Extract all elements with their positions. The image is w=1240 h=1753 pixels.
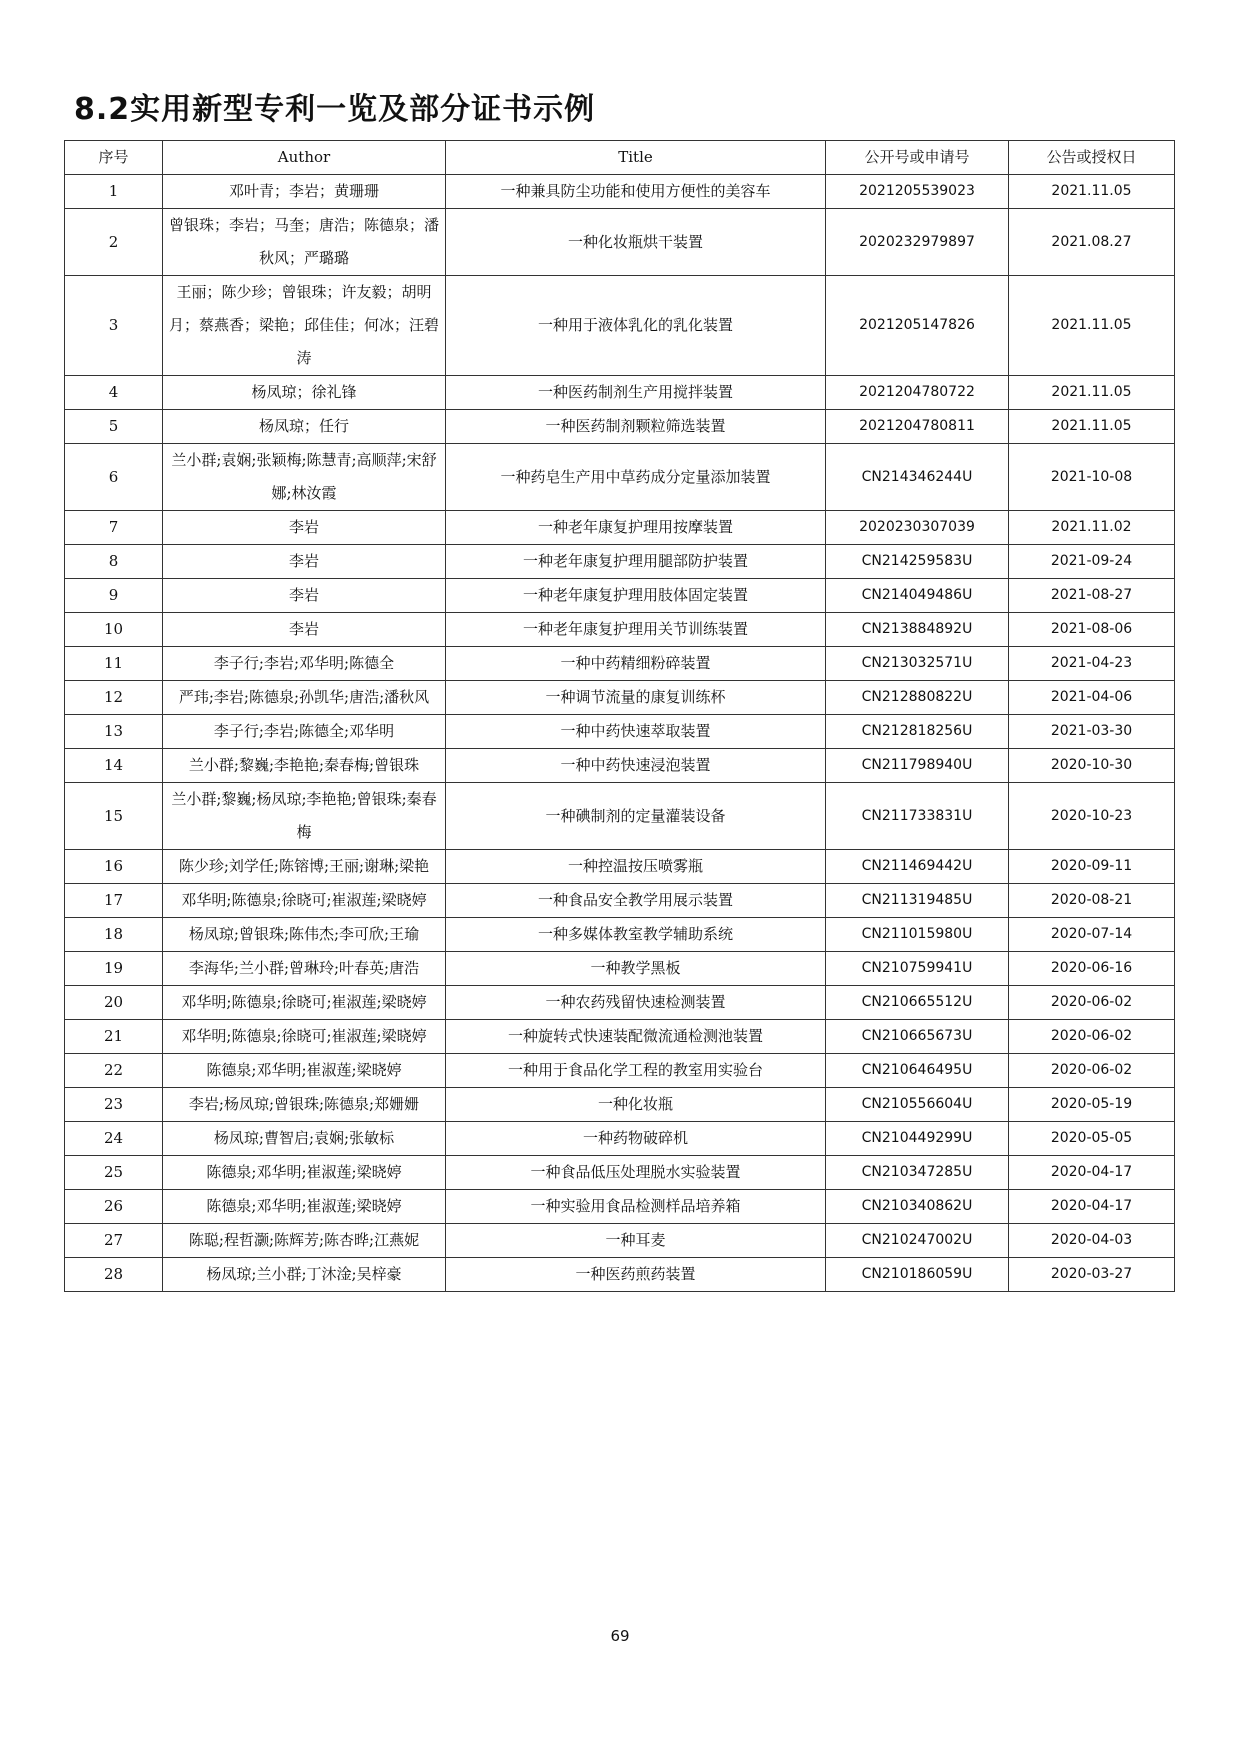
cell-number: 2021205147826 xyxy=(826,276,1009,376)
cell-number: CN212880822U xyxy=(826,681,1009,715)
cell-date: 2021-09-24 xyxy=(1009,545,1175,579)
cell-no: 6 xyxy=(65,444,163,511)
cell-no: 18 xyxy=(65,918,163,952)
cell-author: 兰小群;黎巍;杨凤琼;李艳艳;曾银珠;秦春梅 xyxy=(163,783,446,850)
cell-date: 2020-05-19 xyxy=(1009,1088,1175,1122)
table-body xyxy=(65,175,1175,1292)
cell-number: 2020232979897 xyxy=(826,209,1009,276)
cell-no: 23 xyxy=(65,1088,163,1122)
cell-title: 一种耳麦 xyxy=(446,1224,826,1258)
cell-number: 2020230307039 xyxy=(826,511,1009,545)
cell-date: 2021-08-06 xyxy=(1009,613,1175,647)
cell-no: 24 xyxy=(65,1122,163,1156)
cell-date: 2021-10-08 xyxy=(1009,444,1175,511)
cell-date: 2020-06-02 xyxy=(1009,986,1175,1020)
cell-author: 邓华明;陈德泉;徐晓可;崔淑莲;梁晓婷 xyxy=(163,1020,446,1054)
cell-title: 一种用于液体乳化的乳化装置 xyxy=(446,276,826,376)
cell-number: CN210340862U xyxy=(826,1190,1009,1224)
table-row xyxy=(65,209,1175,276)
cell-number: 2021204780722 xyxy=(826,376,1009,410)
cell-date: 2021.11.02 xyxy=(1009,511,1175,545)
cell-number: CN211798940U xyxy=(826,749,1009,783)
cell-author: 兰小群;袁娴;张颖梅;陈慧青;高顺萍;宋舒娜;林汝霞 xyxy=(163,444,446,511)
cell-author: 李岩 xyxy=(163,511,446,545)
cell-author: 李岩 xyxy=(163,613,446,647)
table-row xyxy=(65,647,1175,681)
cell-no: 10 xyxy=(65,613,163,647)
cell-no: 12 xyxy=(65,681,163,715)
cell-date: 2021-08-27 xyxy=(1009,579,1175,613)
table-row xyxy=(65,1156,1175,1190)
cell-title: 一种药皂生产用中草药成分定量添加装置 xyxy=(446,444,826,511)
table-row xyxy=(65,444,1175,511)
cell-date: 2021-04-06 xyxy=(1009,681,1175,715)
cell-number: 2021205539023 xyxy=(826,175,1009,209)
cell-date: 2021.11.05 xyxy=(1009,175,1175,209)
cell-number: CN211733831U xyxy=(826,783,1009,850)
cell-author: 陈德泉;邓华明;崔淑莲;梁晓婷 xyxy=(163,1054,446,1088)
cell-author: 李海华;兰小群;曾琳玲;叶春英;唐浩 xyxy=(163,952,446,986)
cell-title: 一种多媒体教室教学辅助系统 xyxy=(446,918,826,952)
table-row xyxy=(65,545,1175,579)
header-author: Author xyxy=(163,141,446,175)
table-row xyxy=(65,952,1175,986)
table-row xyxy=(65,1088,1175,1122)
table-row xyxy=(65,276,1175,376)
cell-no: 22 xyxy=(65,1054,163,1088)
cell-number: CN210556604U xyxy=(826,1088,1009,1122)
cell-author: 李岩;杨凤琼;曾银珠;陈德泉;郑姗姗 xyxy=(163,1088,446,1122)
cell-number: 2021204780811 xyxy=(826,410,1009,444)
cell-title: 一种化妆瓶烘干装置 xyxy=(446,209,826,276)
cell-title: 一种兼具防尘功能和使用方便性的美容车 xyxy=(446,175,826,209)
cell-number: CN213032571U xyxy=(826,647,1009,681)
header-no: 序号 xyxy=(65,141,163,175)
cell-author: 杨凤琼;曹智启;袁娴;张敏标 xyxy=(163,1122,446,1156)
cell-no: 2 xyxy=(65,209,163,276)
table-row xyxy=(65,1190,1175,1224)
cell-date: 2020-10-23 xyxy=(1009,783,1175,850)
cell-title: 一种医药煎药装置 xyxy=(446,1258,826,1292)
cell-number: CN212818256U xyxy=(826,715,1009,749)
cell-number: CN210186059U xyxy=(826,1258,1009,1292)
cell-title: 一种老年康复护理用肢体固定装置 xyxy=(446,579,826,613)
table-row xyxy=(65,613,1175,647)
cell-title: 一种老年康复护理用腿部防护装置 xyxy=(446,545,826,579)
header-number: 公开号或申请号 xyxy=(826,141,1009,175)
cell-author: 陈德泉;邓华明;崔淑莲;梁晓婷 xyxy=(163,1156,446,1190)
cell-author: 杨凤琼;兰小群;丁沐淦;吴梓豪 xyxy=(163,1258,446,1292)
cell-number: CN210665512U xyxy=(826,986,1009,1020)
cell-author: 王丽；陈少珍；曾银珠；许友毅；胡明月；蔡燕香；梁艳；邱佳佳；何冰；汪碧涛 xyxy=(163,276,446,376)
cell-no: 3 xyxy=(65,276,163,376)
cell-no: 8 xyxy=(65,545,163,579)
cell-title: 一种食品低压处理脱水实验装置 xyxy=(446,1156,826,1190)
cell-date: 2020-10-30 xyxy=(1009,749,1175,783)
cell-number: CN210646495U xyxy=(826,1054,1009,1088)
cell-date: 2020-04-03 xyxy=(1009,1224,1175,1258)
page-number: 69 xyxy=(610,1627,630,1645)
header-date: 公告或授权日 xyxy=(1009,141,1175,175)
cell-date: 2020-07-14 xyxy=(1009,918,1175,952)
cell-number: CN213884892U xyxy=(826,613,1009,647)
cell-author: 陈聪;程哲灏;陈辉芳;陈杏晔;江燕妮 xyxy=(163,1224,446,1258)
cell-no: 28 xyxy=(65,1258,163,1292)
cell-author: 杨凤琼；任行 xyxy=(163,410,446,444)
cell-author: 李岩 xyxy=(163,545,446,579)
cell-no: 17 xyxy=(65,884,163,918)
cell-date: 2021.11.05 xyxy=(1009,276,1175,376)
cell-no: 9 xyxy=(65,579,163,613)
table-row xyxy=(65,918,1175,952)
cell-author: 李子行;李岩;陈德全;邓华明 xyxy=(163,715,446,749)
cell-author: 李岩 xyxy=(163,579,446,613)
cell-title: 一种医药制剂颗粒筛选装置 xyxy=(446,410,826,444)
cell-author: 邓华明;陈德泉;徐晓可;崔淑莲;梁晓婷 xyxy=(163,986,446,1020)
cell-title: 一种中药快速萃取装置 xyxy=(446,715,826,749)
cell-title: 一种控温按压喷雾瓶 xyxy=(446,850,826,884)
cell-date: 2020-03-27 xyxy=(1009,1258,1175,1292)
header-title: Title xyxy=(446,141,826,175)
cell-no: 20 xyxy=(65,986,163,1020)
cell-date: 2020-06-02 xyxy=(1009,1054,1175,1088)
cell-no: 21 xyxy=(65,1020,163,1054)
cell-author: 曾银珠；李岩；马奎；唐浩；陈德泉；潘秋风；严璐璐 xyxy=(163,209,446,276)
cell-date: 2021-03-30 xyxy=(1009,715,1175,749)
cell-date: 2021-04-23 xyxy=(1009,647,1175,681)
cell-date: 2020-09-11 xyxy=(1009,850,1175,884)
cell-title: 一种碘制剂的定量灌装设备 xyxy=(446,783,826,850)
cell-no: 4 xyxy=(65,376,163,410)
cell-title: 一种食品安全教学用展示装置 xyxy=(446,884,826,918)
table-row xyxy=(65,1258,1175,1292)
table-row xyxy=(65,1224,1175,1258)
cell-author: 兰小群;黎巍;李艳艳;秦春梅;曾银珠 xyxy=(163,749,446,783)
cell-title: 一种农药残留快速检测装置 xyxy=(446,986,826,1020)
cell-date: 2020-05-05 xyxy=(1009,1122,1175,1156)
table-row xyxy=(65,681,1175,715)
cell-no: 1 xyxy=(65,175,163,209)
table-row xyxy=(65,783,1175,850)
cell-title: 一种中药精细粉碎装置 xyxy=(446,647,826,681)
cell-no: 19 xyxy=(65,952,163,986)
cell-date: 2020-04-17 xyxy=(1009,1156,1175,1190)
cell-title: 一种旋转式快速装配微流通检测池装置 xyxy=(446,1020,826,1054)
cell-number: CN211319485U xyxy=(826,884,1009,918)
cell-author: 邓华明;陈德泉;徐晓可;崔淑莲;梁晓婷 xyxy=(163,884,446,918)
table-header-row xyxy=(65,141,1175,175)
cell-number: CN214346244U xyxy=(826,444,1009,511)
cell-no: 26 xyxy=(65,1190,163,1224)
page-title: 8.2实用新型专利一览及部分证书示例 xyxy=(74,92,596,127)
cell-author: 陈德泉;邓华明;崔淑莲;梁晓婷 xyxy=(163,1190,446,1224)
table-row xyxy=(65,1122,1175,1156)
table-row xyxy=(65,884,1175,918)
cell-date: 2020-04-17 xyxy=(1009,1190,1175,1224)
cell-number: CN210665673U xyxy=(826,1020,1009,1054)
patent-table xyxy=(64,140,1175,1292)
cell-no: 15 xyxy=(65,783,163,850)
cell-no: 16 xyxy=(65,850,163,884)
cell-title: 一种用于食品化学工程的教室用实验台 xyxy=(446,1054,826,1088)
table-row xyxy=(65,511,1175,545)
cell-number: CN210347285U xyxy=(826,1156,1009,1190)
cell-author: 杨凤琼;曾银珠;陈伟杰;李可欣;王瑜 xyxy=(163,918,446,952)
cell-no: 14 xyxy=(65,749,163,783)
cell-number: CN211469442U xyxy=(826,850,1009,884)
cell-title: 一种中药快速浸泡装置 xyxy=(446,749,826,783)
cell-title: 一种药物破碎机 xyxy=(446,1122,826,1156)
cell-date: 2021.11.05 xyxy=(1009,410,1175,444)
table-row xyxy=(65,850,1175,884)
table-row xyxy=(65,1020,1175,1054)
cell-title: 一种教学黑板 xyxy=(446,952,826,986)
table-row xyxy=(65,986,1175,1020)
cell-date: 2020-06-02 xyxy=(1009,1020,1175,1054)
cell-author: 李子行;李岩;邓华明;陈德全 xyxy=(163,647,446,681)
cell-title: 一种化妆瓶 xyxy=(446,1088,826,1122)
cell-title: 一种调节流量的康复训练杯 xyxy=(446,681,826,715)
table-row xyxy=(65,579,1175,613)
cell-date: 2021.08.27 xyxy=(1009,209,1175,276)
cell-title: 一种医药制剂生产用搅拌装置 xyxy=(446,376,826,410)
table-row xyxy=(65,749,1175,783)
table-row xyxy=(65,175,1175,209)
table-row xyxy=(65,376,1175,410)
cell-date: 2020-08-21 xyxy=(1009,884,1175,918)
cell-title: 一种老年康复护理用按摩装置 xyxy=(446,511,826,545)
cell-author: 杨凤琼；徐礼锋 xyxy=(163,376,446,410)
cell-title: 一种老年康复护理用关节训练装置 xyxy=(446,613,826,647)
cell-date: 2021.11.05 xyxy=(1009,376,1175,410)
cell-author: 严玮;李岩;陈德泉;孙凯华;唐浩;潘秋风 xyxy=(163,681,446,715)
cell-no: 13 xyxy=(65,715,163,749)
cell-author: 陈少珍;刘学任;陈镕博;王丽;谢琳;梁艳 xyxy=(163,850,446,884)
cell-no: 25 xyxy=(65,1156,163,1190)
cell-number: CN214049486U xyxy=(826,579,1009,613)
cell-no: 27 xyxy=(65,1224,163,1258)
cell-date: 2020-06-16 xyxy=(1009,952,1175,986)
cell-number: CN214259583U xyxy=(826,545,1009,579)
cell-number: CN211015980U xyxy=(826,918,1009,952)
cell-author: 邓叶青；李岩；黄珊珊 xyxy=(163,175,446,209)
cell-no: 7 xyxy=(65,511,163,545)
cell-title: 一种实验用食品检测样品培养箱 xyxy=(446,1190,826,1224)
cell-no: 11 xyxy=(65,647,163,681)
cell-number: CN210449299U xyxy=(826,1122,1009,1156)
cell-number: CN210247002U xyxy=(826,1224,1009,1258)
table-row xyxy=(65,410,1175,444)
cell-no: 5 xyxy=(65,410,163,444)
table-row xyxy=(65,715,1175,749)
cell-number: CN210759941U xyxy=(826,952,1009,986)
table-row xyxy=(65,1054,1175,1088)
